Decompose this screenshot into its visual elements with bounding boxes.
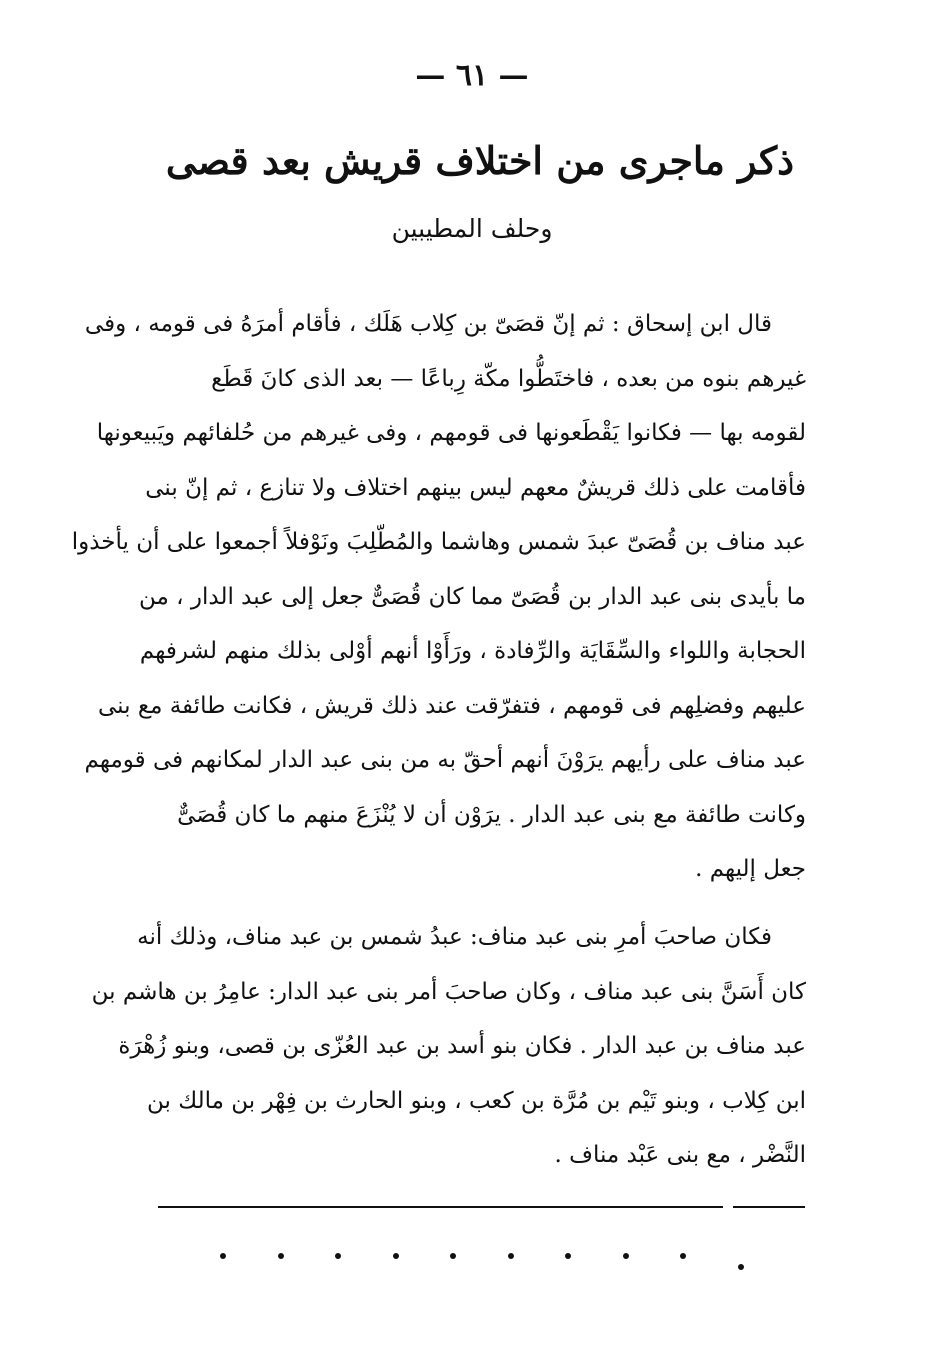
- footer-dot: [393, 1253, 399, 1259]
- text-line: عبد مناف بن عبد الدار . فكان بنو أسد بن عبد العُزّى بن قصى، وبنو زُهْرَة: [118, 1033, 806, 1059]
- text-line: الحجابة واللواء والسِّقَايَة والرِّفادة ، ورَأَوْا أنهم أوْلى بذلك منهم لشرفهم: [139, 638, 806, 664]
- text-line: ابن كِلاب ، وبنو تَيْم بن مُرَّة بن كعب ، وبنو الحارث بن فِهْر بن مالك بن: [146, 1087, 806, 1114]
- footer-rule-long: [158, 1206, 723, 1208]
- footer-dot: [738, 1264, 744, 1270]
- text-line: قال ابن إسحاق : ثم إنّ قصَىّ بن كِلاب هَلَك ، فأقام أمرَهُ فى قومه ، وفى: [84, 311, 772, 337]
- footer-dot: [220, 1253, 226, 1259]
- text-line: عبد مناف بن قُصَىّ عبدَ شمس وهاشما والمُطّلِبَ ونَوْفلاً أجمعوا على أن يأخذوا: [71, 529, 806, 555]
- text-line: فأقامت على ذلك قريشٌ معهم ليس بينهم اختلاف ولا تنازع ، ثم إنّ بنى: [145, 474, 806, 501]
- text-line: جعل إليهم .: [695, 856, 806, 882]
- footer-rule-short: [733, 1206, 805, 1208]
- footer-dot: [335, 1253, 341, 1259]
- footer-dot: [278, 1253, 284, 1259]
- page-number: — ٦١ —: [415, 58, 529, 93]
- text-line: عبد مناف على رأيهم يرَوْنَ أنهم أحقّ به من بنى عبد الدار لمكانهم فى قومهم: [84, 747, 806, 773]
- text-line: عليهم وفضلِهم فى قومهم ، فتفرّقت عند ذلك قريش ، فكانت طائفة مع بنى: [98, 692, 806, 719]
- chapter-title: ذكر ماجرى من اختلاف قريش بعد قصى: [165, 138, 795, 183]
- footer-dot-row: [200, 1244, 760, 1268]
- footer-dot: [565, 1253, 571, 1259]
- text-line: ما بأيدى بنى عبد الدار بن قُصَىّ مما كان قُصَىٌّ جعل إلى عبد الدار ، من: [139, 583, 806, 610]
- text-line: غيرهم بنوه من بعده ، فاختَطُّوا مكّة رِباعًا — بعد الذى كانَ قَطَع: [211, 365, 806, 392]
- paragraph-2: [91, 910, 806, 1183]
- text-line: فكان صاحبَ أمرِ بنى عبد مناف: عبدُ شمس بن عبد مناف، وذلك أنه: [137, 924, 772, 950]
- chapter-subtitle: وحلف المطيبين: [391, 214, 553, 243]
- text-line: النَّضْر ، مع بنى عَبْد مناف .: [554, 1142, 806, 1168]
- paragraph-1: [71, 297, 806, 897]
- text-line: لقومه بها — فكانوا يَقْطَعونها فى قومهم ، وفى غيرهم من حُلفائهم ويَبيعونها: [96, 420, 806, 446]
- text-line: كان أَسَنَّ بنى عبد مناف ، وكان صاحبَ أمر بنى عبد الدار: عامِرُ بن هاشم بن: [91, 978, 806, 1005]
- text-line: وكانت طائفة مع بنى عبد الدار . يرَوْن أن لا يُنْزَعَ منهم ما كان قُصَىٌّ: [177, 801, 806, 828]
- footer-dot: [680, 1253, 686, 1259]
- footer-dot: [623, 1253, 629, 1259]
- footer-dot: [508, 1253, 514, 1259]
- footer-dot: [450, 1253, 456, 1259]
